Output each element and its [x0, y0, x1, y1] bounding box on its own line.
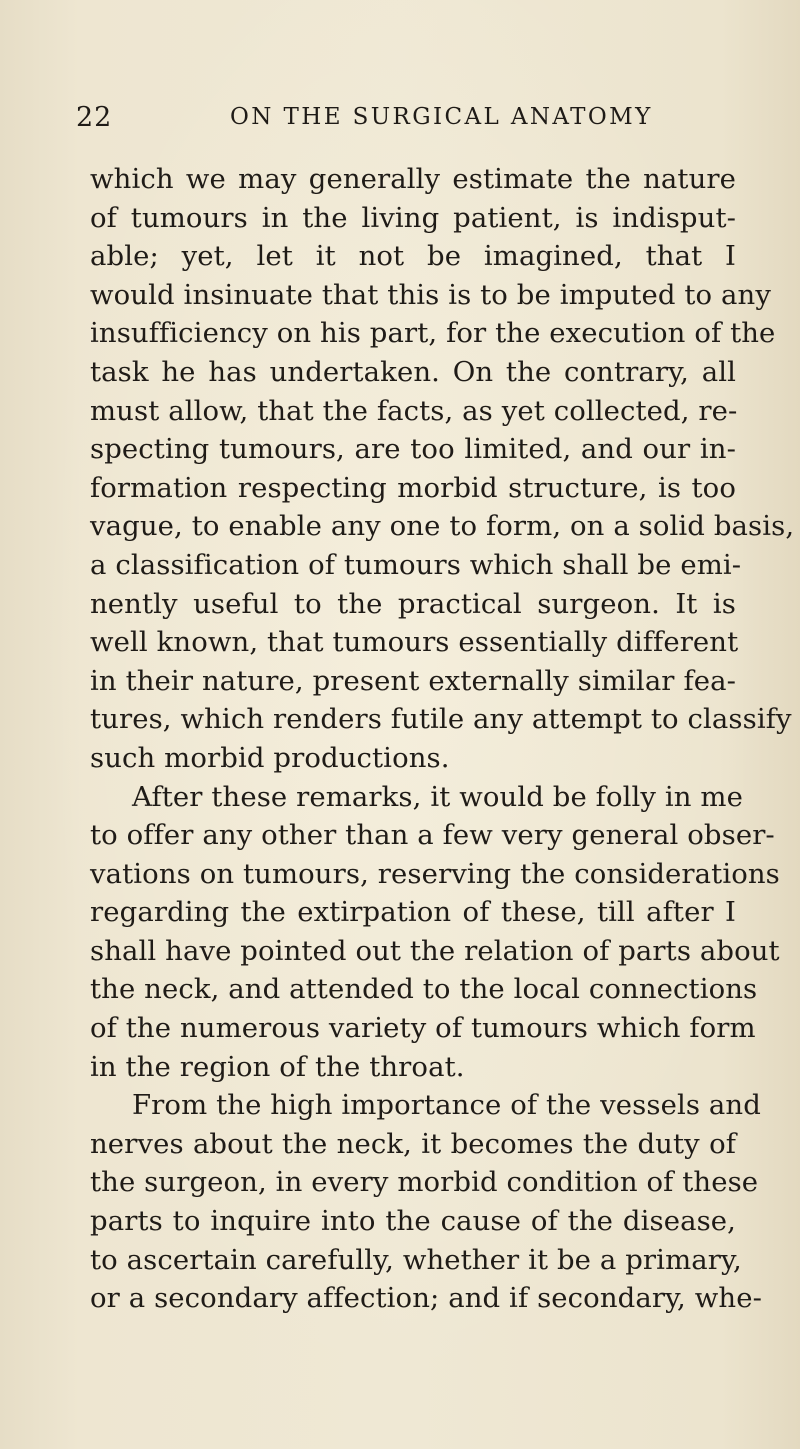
text-line: nently useful to the practical surgeon. It is	[90, 587, 736, 620]
page-number: 22	[76, 102, 113, 133]
text-line: shall have pointed out the relation of parts about	[90, 934, 780, 967]
text-line: regarding the extirpation of these, till after I	[90, 896, 736, 929]
text-line: task he has undertaken. On the contrary, all	[90, 355, 736, 388]
text-line: specting tumours, are too limited, and our in-	[90, 433, 736, 466]
text-line: such morbid productions.	[90, 741, 450, 774]
text-line: nerves about the neck, it becomes the duty of	[90, 1127, 736, 1160]
text-line: to offer any other than a few very general obser-	[90, 819, 775, 852]
text-line: tures, which renders futile any attempt to classify	[90, 703, 792, 736]
text-line: in the region of the throat.	[90, 1050, 465, 1083]
text-line: which we may generally estimate the nature	[90, 163, 736, 195]
body-text	[90, 160, 795, 1318]
text-line: parts to inquire into the cause of the disease,	[90, 1205, 736, 1238]
text-line: in their nature, present externally similar fea-	[90, 664, 736, 697]
text-line: would insinuate that this is to be imputed to any	[90, 278, 771, 311]
text-line: insufficiency on his part, for the execution of the	[90, 317, 776, 350]
text-line: vague, to enable any one to form, on a solid basis,	[90, 510, 795, 543]
text-line: formation respecting morbid structure, is too	[90, 471, 736, 504]
text-line: must allow, that the facts, as yet collected, re-	[90, 394, 738, 427]
text-line: of the numerous variety of tumours which form	[90, 1012, 756, 1045]
text-line: of tumours in the living patient, is indisput-	[90, 201, 736, 234]
text-line: well known, that tumours essentially different	[90, 626, 739, 659]
text-line: the neck, and attended to the local connections	[90, 973, 758, 1006]
text-line: a classification of tumours which shall be emi-	[90, 548, 742, 581]
text-line: the surgeon, in every morbid condition of these	[90, 1166, 759, 1199]
page-header	[76, 102, 746, 138]
text-line: vations on tumours, reserving the considerations	[90, 857, 780, 890]
text-line: After these remarks, it would be folly in me	[132, 780, 743, 813]
text-line: to ascertain carefully, whether it be a primary,	[90, 1243, 742, 1276]
text-line: From the high importance of the vessels and	[132, 1089, 761, 1122]
text-line: able; yet, let it not be imagined, that I	[90, 240, 736, 273]
text-line: or a secondary affection; and if secondary, whe-	[90, 1282, 762, 1315]
running-head: ON THE SURGICAL ANATOMY	[230, 104, 653, 130]
